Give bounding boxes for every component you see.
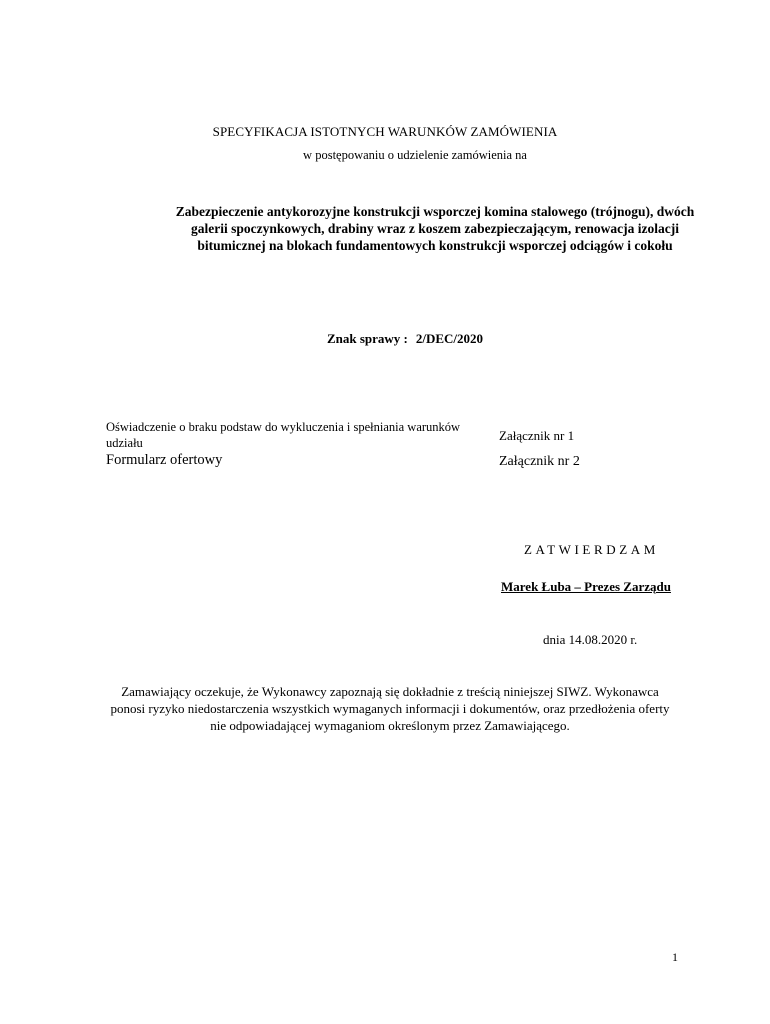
signatory-name: Marek Łuba – Prezes Zarządu bbox=[501, 579, 671, 594]
attachment-2-number: Załącznik nr 2 bbox=[499, 454, 580, 469]
contract-subject: Zabezpieczenie antykorozyjne konstrukcji wsporczej komina stalowego (trójnogu), dwóch galerii spoczynkowych, drabiny wraz z koszem zabezpieczającym, renowacja izolacji bitumicznej na blokach fundamentowych konstrukcji wsporczej odciągów i cokołu bbox=[175, 204, 695, 253]
attachment-1-number: Załącznik nr 1 bbox=[499, 428, 575, 443]
document-subtitle: w postępowaniu o udzielenie zamówienia na bbox=[303, 148, 527, 162]
case-reference-value: 2/DEC/2020 bbox=[415, 331, 484, 346]
notice-paragraph: Zamawiający oczekuje, że Wykonawcy zapoznają się dokładnie z treścią niniejszej SIWZ. Wykonawca ponosi ryzyko niedostarczenia wszystkich wymaganych informacji i dokumentów, oraz przedłożenia oferty nie odpowiadającej wymaganiom określonym przez Zamawiającego. bbox=[110, 684, 670, 733]
attachment-1-description: Oświadczenie o braku podstaw do wykluczenia i spełniania warunków udziału bbox=[106, 420, 461, 450]
case-reference bbox=[20, 331, 770, 347]
case-reference-label: Znak sprawy : bbox=[326, 331, 408, 346]
approval-label: ZATWIERDZAM bbox=[524, 542, 659, 557]
page-number: 1 bbox=[672, 950, 678, 964]
attachment-2-description: Formularz ofertowy bbox=[106, 452, 223, 468]
approval-date: dnia 14.08.2020 r. bbox=[543, 632, 638, 647]
document-title: SPECYFIKACJA ISTOTNYCH WARUNKÓW ZAMÓWIENIA bbox=[212, 124, 558, 139]
